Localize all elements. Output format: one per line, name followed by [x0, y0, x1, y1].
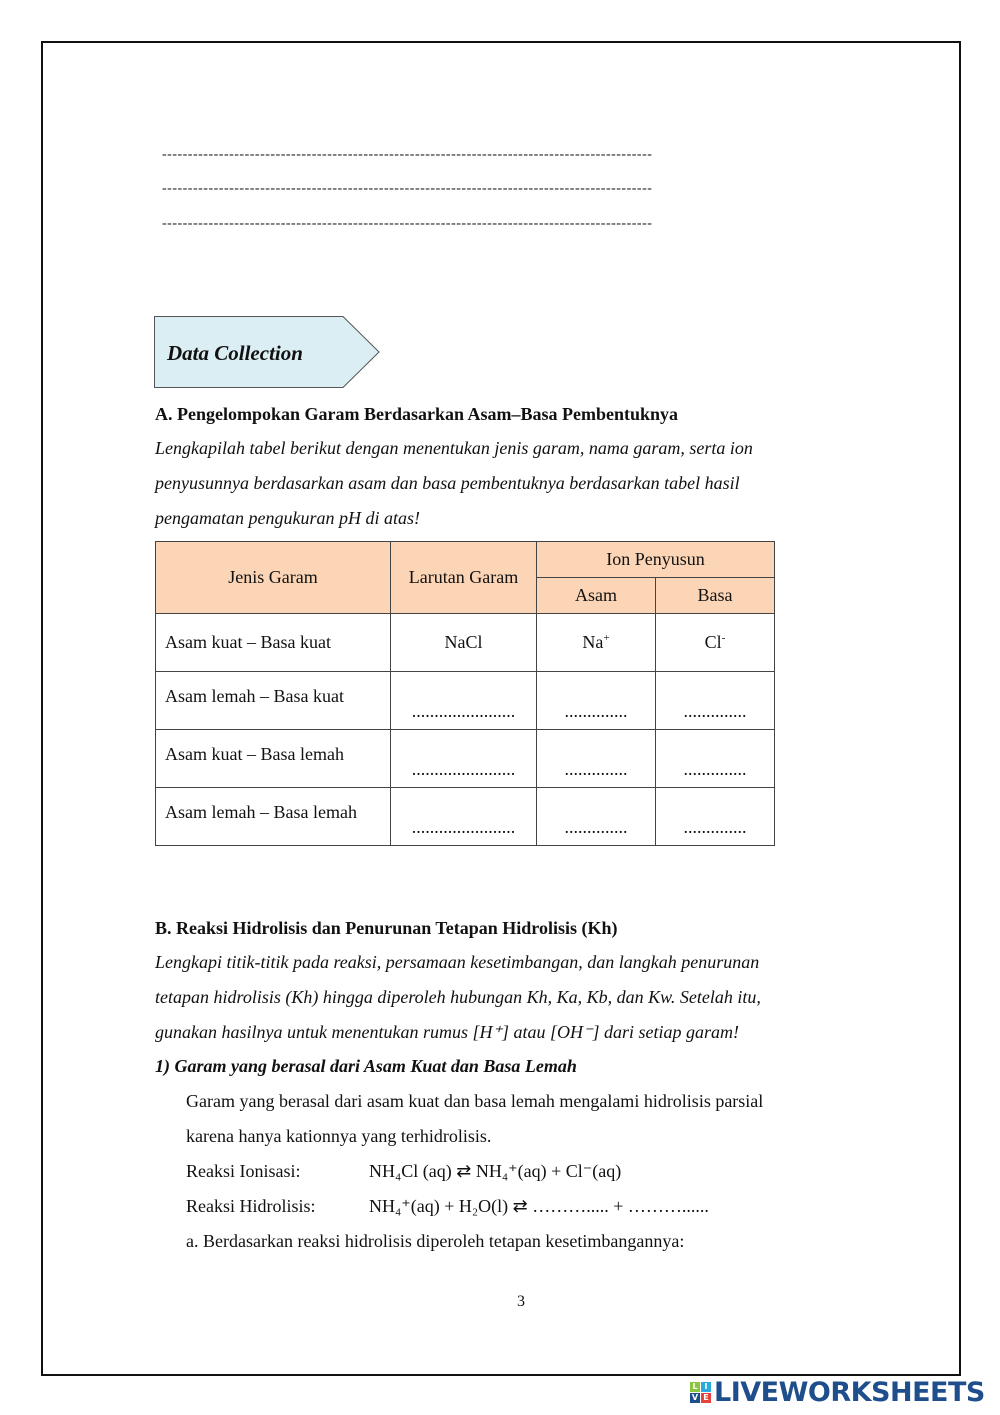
cell-asam-input[interactable]: [537, 788, 656, 846]
section-banner-title: Data Collection: [167, 341, 303, 365]
header-asam: Asam: [537, 578, 656, 614]
cell-basa-input[interactable]: [656, 730, 775, 788]
part-b-heading: B. Reaksi Hidrolisis dan Penurunan Tetapan Hidrolisis (Kh): [155, 918, 618, 938]
table-row: [156, 672, 775, 730]
answer-line[interactable]: -----------------------------------------------------------------------------------------------: [162, 147, 653, 162]
blank[interactable]: .......................: [411, 817, 516, 837]
cell-asam: [537, 614, 656, 672]
header-jenis: Jenis Garam: [156, 542, 391, 614]
blank[interactable]: .......................: [411, 759, 516, 779]
part-a-instruction: pengamatan pengukuran pH di atas!: [155, 508, 420, 528]
cell-jenis: Asam kuat – Basa lemah: [156, 730, 391, 788]
answer-line[interactable]: -----------------------------------------------------------------------------------------------: [162, 216, 653, 231]
header-larutan: Larutan Garam: [391, 542, 537, 614]
table-row: [156, 730, 775, 788]
blank[interactable]: ..............: [683, 817, 747, 837]
cell-jenis: Asam lemah – Basa lemah: [156, 788, 391, 846]
ionisasi-equation: NH₄Cl (aq) ⇄ NH₄⁺(aq) + Cl⁻(aq): [369, 1161, 622, 1181]
blank[interactable]: ..............: [683, 701, 747, 721]
cell-asam-input[interactable]: [537, 730, 656, 788]
table-row: [156, 788, 775, 846]
blank[interactable]: ..............: [564, 817, 628, 837]
part-b-instruction: tetapan hidrolisis (Kh) hingga diperoleh hubungan Kh, Ka, Kb, dan Kw. Setelah itu,: [155, 987, 761, 1007]
sub-section-title: 1) Garam yang berasal dari Asam Kuat dan Basa Lemah: [155, 1056, 577, 1076]
item-a: a. Berdasarkan reaksi hidrolisis diperoleh tetapan kesetimbangannya:: [186, 1231, 685, 1251]
charge: +: [603, 632, 610, 644]
cell-jenis: Asam kuat – Basa kuat: [156, 614, 391, 672]
charge: -: [721, 632, 726, 644]
page-number: 3: [517, 1293, 525, 1310]
salt-table: [155, 541, 775, 846]
cell-basa-input[interactable]: [656, 672, 775, 730]
cell-larutan: NaCl: [391, 614, 537, 672]
hidrolisis-label: Reaksi Hidrolisis:: [186, 1196, 316, 1216]
answer-line[interactable]: -----------------------------------------------------------------------------------------------: [162, 181, 653, 196]
header-ion: Ion Penyusun: [537, 542, 775, 578]
logo-icon: L I V E: [690, 1382, 711, 1403]
ion-text: Na: [582, 632, 604, 652]
blank[interactable]: ..............: [683, 759, 747, 779]
blank[interactable]: ..............: [564, 701, 628, 721]
part-a-heading: A. Pengelompokan Garam Berdasarkan Asam–Basa Pembentuknya: [155, 404, 679, 424]
cell-jenis: Asam lemah – Basa kuat: [156, 672, 391, 730]
blank[interactable]: .......................: [411, 701, 516, 721]
header-basa: Basa: [656, 578, 775, 614]
cell-larutan-input[interactable]: [391, 730, 537, 788]
part-a-instruction: Lengkapilah tabel berikut dengan menentukan jenis garam, nama garam, serta ion: [155, 438, 753, 458]
liveworksheets-logo: [690, 1377, 985, 1408]
cell-larutan-input[interactable]: [391, 672, 537, 730]
cell-asam-input[interactable]: [537, 672, 656, 730]
paragraph: Garam yang berasal dari asam kuat dan basa lemah mengalami hidrolisis parsial: [186, 1091, 764, 1111]
table-row: [156, 614, 775, 672]
logo-text: LIVEWORKSHEETS: [714, 1377, 985, 1408]
ionisasi-label: Reaksi Ionisasi:: [186, 1161, 301, 1181]
cell-basa: [656, 614, 775, 672]
part-b-instruction: gunakan hasilnya untuk menentukan rumus [H⁺] atau [OH⁻] dari setiap garam!: [155, 1022, 739, 1042]
paragraph: karena hanya kationnya yang terhidrolisis.: [186, 1126, 492, 1146]
part-a-instruction: penyusunnya berdasarkan asam dan basa pembentuknya berdasarkan tabel hasil: [155, 473, 740, 493]
ion-text: Cl: [704, 632, 722, 652]
part-b-instruction: Lengkapi titik-titik pada reaksi, persamaan kesetimbangan, dan langkah penurunan: [155, 952, 760, 972]
blank[interactable]: ..............: [564, 759, 628, 779]
cell-larutan-input[interactable]: [391, 788, 537, 846]
cell-basa-input[interactable]: [656, 788, 775, 846]
hidrolisis-equation[interactable]: NH₄⁺(aq) + H₂O(l) ⇄ ………..... + ………......: [369, 1196, 709, 1216]
